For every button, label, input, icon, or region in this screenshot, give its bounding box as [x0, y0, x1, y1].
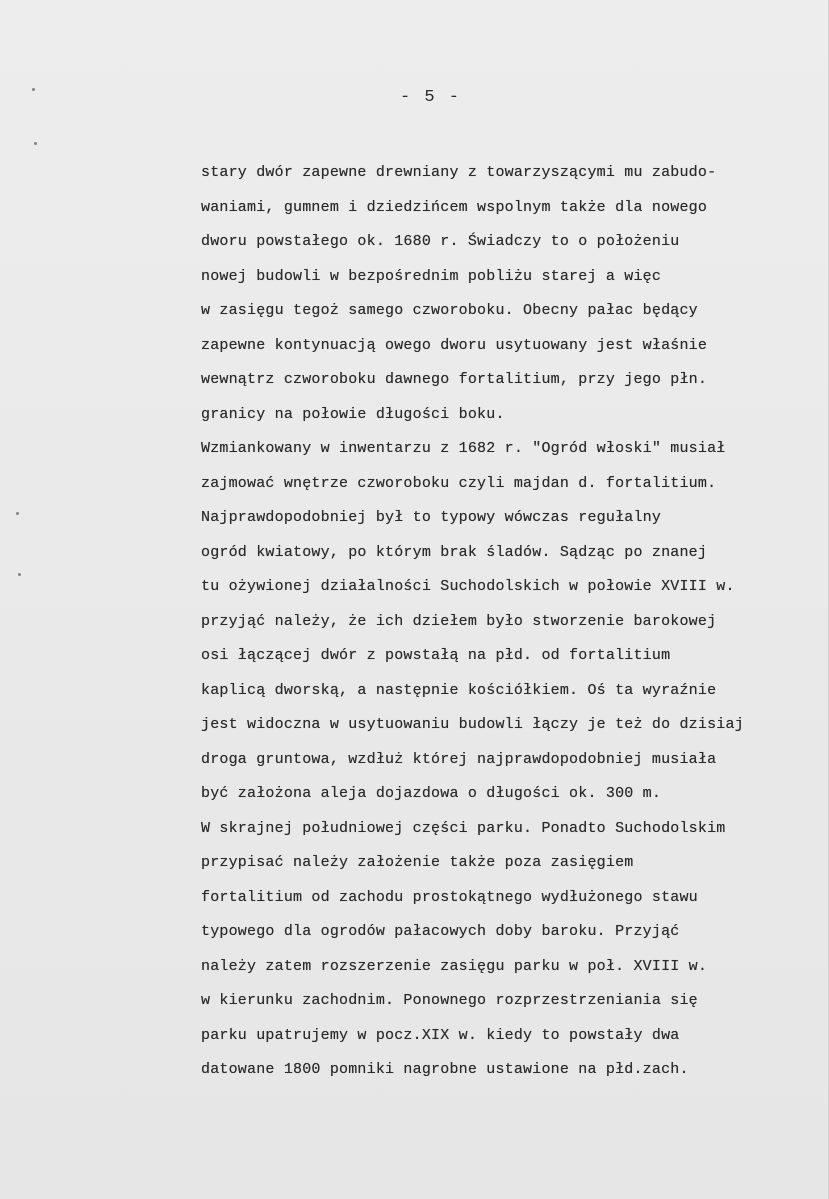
text-line: jest widoczna w usytuowaniu budowli łączy je też do dzisiaj — [201, 716, 744, 733]
text-line: w kierunku zachodnim. Ponownego rozprzestrzeniania się — [201, 992, 698, 1009]
text-line: w zasięgu tegoż samego czworoboku. Obecny pałac będący — [201, 302, 698, 319]
text-line: droga gruntowa, wzdłuż której najprawdopodobniej musiała — [201, 750, 717, 768]
page-number: - 5 - — [400, 88, 462, 107]
text-line: Wzmiankowany w inwentarzu z 1682 r. "Ogród włoski" musiał — [201, 440, 726, 457]
text-line: Najprawdopodobniej był to typowy wówczas regułalny — [201, 509, 662, 526]
text-line: zajmować wnętrze czworoboku czyli majdan d. fortalitium. — [201, 474, 717, 492]
text-line: datowane 1800 pomniki nagrobne ustawione na płd.zach. — [201, 1061, 689, 1078]
text-line: stary dwór zapewne drewniany z towarzyszącymi mu zabudo- — [201, 164, 717, 181]
text-line: waniami, gumnem i dziedzińcem wspolnym także dla nowego — [201, 198, 708, 216]
text-line: nowej budowli w bezpośrednim pobliżu starej a więc — [201, 267, 662, 285]
text-line: tu ożywionej działalności Suchodolskich w połowie XVIII w. — [201, 578, 735, 595]
text-line: przypisać należy założenie także poza zasięgiem — [201, 854, 634, 871]
text-line: kaplicą dworską, a następnie kościółkiem. Oś ta wyraźnie — [201, 681, 717, 699]
paper-speck — [16, 512, 19, 515]
body-text — [201, 156, 821, 1088]
paper-speck — [32, 88, 35, 91]
text-line: przyjąć należy, że ich dziełem było stworzenie barokowej — [201, 612, 717, 630]
text-line: parku upatrujemy w pocz.XIX w. kiedy to powstały dwa — [201, 1026, 680, 1044]
text-line: być założona aleja dojazdowa o długości ok. 300 m. — [201, 785, 662, 802]
text-line: granicy na połowie długości boku. — [201, 405, 505, 423]
text-line: ogród kwiatowy, po którym brak śladów. Sądząc po znanej — [201, 543, 708, 561]
text-line: W skrajnej południowej części parku. Ponadto Suchodolskim — [201, 819, 726, 837]
text-line: zapewne kontynuacją owego dworu usytuowany jest właśnie — [201, 336, 708, 354]
text-line: wewnątrz czworoboku dawnego fortalitium, przy jego płn. — [201, 371, 708, 388]
text-line: fortalitium od zachodu prostokątnego wydłużonego stawu — [201, 888, 698, 906]
paper-speck — [18, 573, 21, 576]
text-line: typowego dla ogrodów pałacowych doby baroku. Przyjąć — [201, 923, 680, 940]
paper-speck — [34, 142, 37, 145]
text-line: należy zatem rozszerzenie zasięgu parku w poł. XVIII w. — [201, 957, 708, 975]
text-line: dworu powstałego ok. 1680 r. Świadczy to o położeniu — [201, 233, 680, 250]
text-line: osi łączącej dwór z powstałą na płd. od fortalitium — [201, 647, 671, 664]
